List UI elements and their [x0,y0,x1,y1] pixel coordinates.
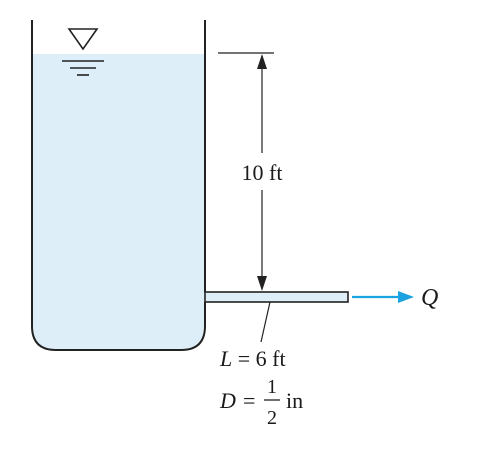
fraction-denominator: 2 [267,407,277,429]
pipe-leader-line [261,302,270,342]
diameter-unit: in [286,388,304,413]
diameter-equals: = [243,388,256,413]
height-label: 10 ft [241,160,283,185]
outlet-pipe [205,292,348,302]
water-body [33,54,206,350]
length-equals: = [232,346,256,371]
flow-arrowhead-icon [398,291,414,303]
fraction-numerator: 1 [267,376,277,398]
diameter-symbol: D [220,388,236,413]
flow-label: Q [421,285,439,311]
dim-arrowhead-top-icon [257,54,267,69]
length-annotation [219,346,286,371]
free-surface-triangle-icon [69,29,97,49]
dim-arrowhead-bottom-icon [257,276,267,291]
length-symbol: L [220,346,233,371]
length-value: 6 ft [255,346,286,371]
